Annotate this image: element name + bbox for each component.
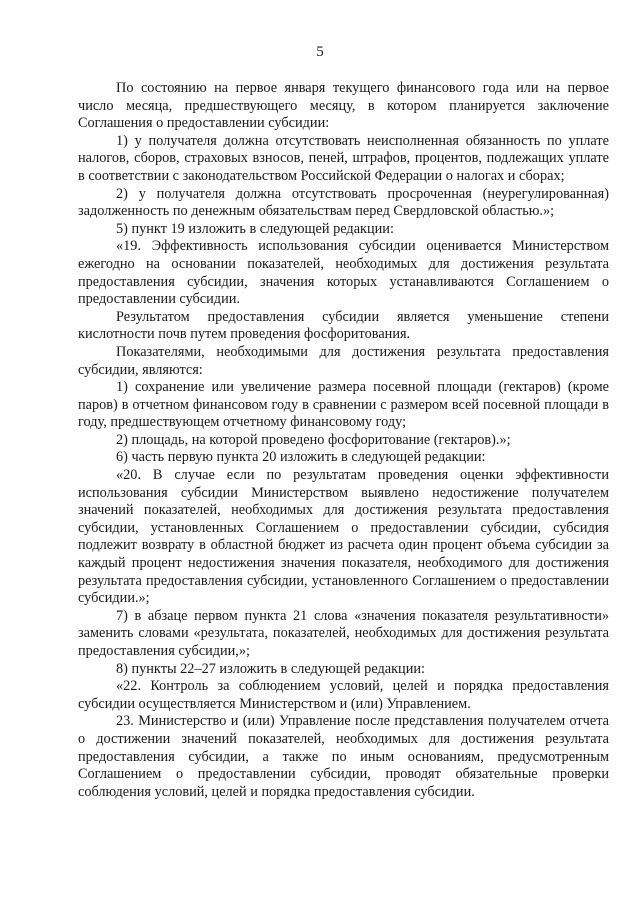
paragraph-clause-19: «19. Эффективность использования субсидии оценивается Министерством ежегодно на основании показателей, необходимых для достижения результата предоставления субсидии, значения которых устанавливаются Соглашением о предоставлении субсидии.: [78, 238, 609, 308]
paragraph-item-1-taxes: 1) у получателя должна отсутствовать неисполненная обязанность по уплате налогов, сборов, страховых взносов, пеней, штрафов, процентов, подлежащих уплате в соответствии с законодательством Российской Федерации о налогах и сборах;: [78, 132, 609, 184]
paragraph-intro: По состоянию на первое января текущего финансового года или на первое число месяца, предшествующего месяцу, в котором планируется заключение Соглашения о предоставлении субсидии:: [78, 80, 609, 132]
paragraph-indicator-1: 1) сохранение или увеличение размера посевной площади (гектаров) (кроме паров) в отчетном финансовом году в сравнении с размером всей посевной площади в году, предшествующем отчетному финансовому году;: [78, 379, 609, 431]
paragraph-indicators-intro: Показателями, необходимыми для достижения результата предоставления субсидии, являются:: [78, 343, 609, 378]
paragraph-item-2-debt: 2) у получателя должна отсутствовать просроченная (неурегулированная) задолженность по денежным обязательствам перед Свердловской областью.»;: [78, 185, 609, 220]
paragraph-clause-20: «20. В случае если по результатам проведения оценки эффективности использования субсидии Министерством выявлено недостижение получателем значений показателей, необходимых для достижения результата предоставления субсидии, установленных Соглашением о предоставлении субсидии, субсидия подлежит возврату в областной бюджет из расчета один процент объема субсидии за каждый процент недостижения значения показателя, необходимого для достижения результата предоставления субсидии, установленного Соглашением о предоставлении субсидии.»;: [78, 467, 609, 607]
paragraph-amendment-8: 8) пункты 22–27 изложить в следующей редакции:: [116, 660, 425, 677]
paragraph-amendment-6: 6) часть первую пункта 20 изложить в следующей редакции:: [116, 449, 486, 466]
document-body: [78, 80, 609, 801]
paragraph-clause-22: «22. Контроль за соблюдением условий, целей и порядка предоставления субсидии осуществляется Министерством и (или) Управлением.: [78, 678, 609, 712]
paragraph-amendment-7: 7) в абзаце первом пункта 21 слова «значения показателя результативности» заменить словами «результата, показателей, необходимых для достижения результата предоставления субсидии,»;: [78, 607, 609, 659]
paragraph-result: Результатом предоставления субсидии является уменьшение степени кислотности почв путем проведения фосфоритования.: [78, 308, 609, 343]
page-number: 5: [316, 44, 324, 60]
paragraph-clause-23: 23. Министерство и (или) Управление после представления получателем отчета о достижении значений показателей, необходимых для достижения результата предоставления субсидии, а также по иным основаниям, предусмотренным Соглашением о предоставлении субсидии, проводят обязательные проверки соблюдения условий, целей и порядка предоставления субсидии.: [78, 713, 609, 800]
paragraph-indicator-2: 2) площадь, на которой проведено фосфоритование (гектаров).»;: [116, 431, 511, 448]
paragraph-amendment-5: 5) пункт 19 изложить в следующей редакции:: [116, 220, 394, 237]
